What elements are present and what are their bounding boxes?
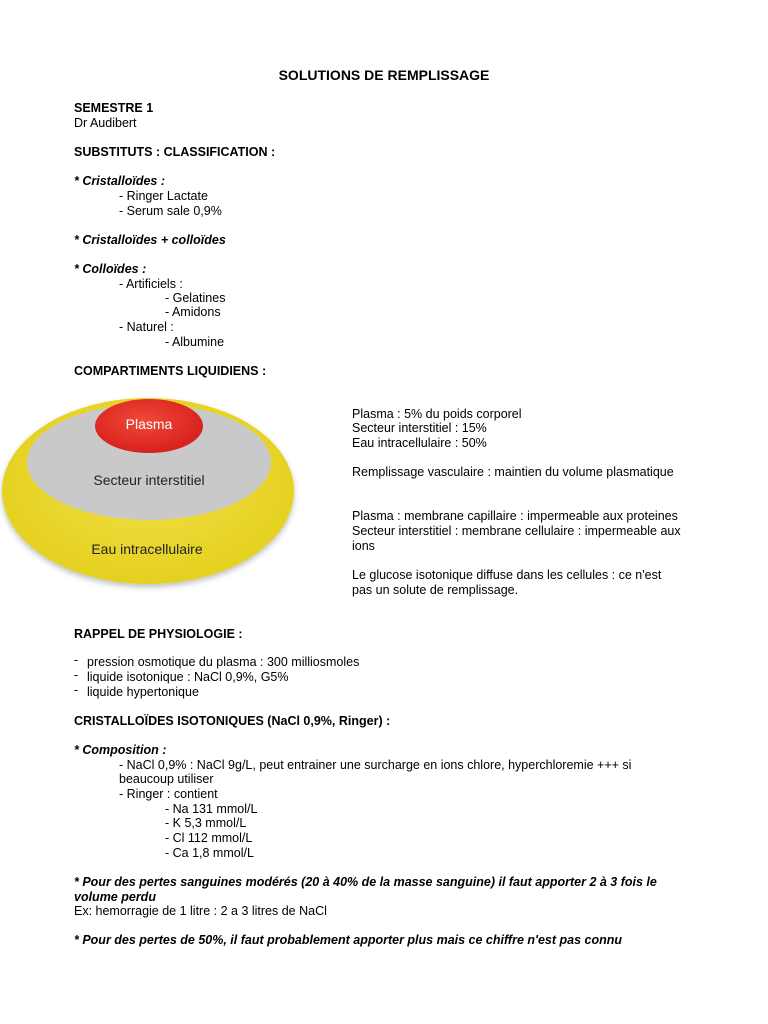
- note-line: Secteur interstitiel : membrane cellulaire : impermeable aux: [352, 524, 681, 538]
- list-item: pression osmotique du plasma : 300 milliosmoles: [87, 655, 360, 669]
- composition-label: * Composition :: [74, 743, 167, 757]
- list-item: - Ca 1,8 mmol/L: [165, 846, 254, 860]
- compartments-diagram: [0, 393, 300, 593]
- list-item: - Na 131 mmol/L: [165, 802, 258, 816]
- cristalloides-colloides-label: * Cristalloïdes + colloïdes: [74, 233, 226, 247]
- nacl-line: - NaCl 0,9% : NaCl 9g/L, peut entrainer une surcharge en ions chlore, hyperchloremie +++ si: [119, 758, 632, 772]
- naturel-label: - Naturel :: [119, 320, 174, 334]
- semester-label: SEMESTRE 1: [74, 101, 154, 115]
- list-item: liquide isotonique : NaCl 0,9%, G5%: [87, 670, 289, 684]
- note-line: Eau intracellulaire : 50%: [352, 436, 487, 450]
- note-line: Plasma : membrane capillaire : impermeable aux proteines: [352, 509, 678, 523]
- colloides-label: * Colloïdes :: [74, 262, 147, 276]
- bullet-dash: -: [74, 683, 79, 697]
- example-line: Ex: hemorragie de 1 litre : 2 a 3 litres de NaCl: [74, 904, 327, 918]
- pertes-note: volume perdu: [74, 890, 156, 904]
- classification-heading: SUBSTITUTS : CLASSIFICATION :: [74, 145, 276, 159]
- page-title: SOLUTIONS DE REMPLISSAGE: [278, 67, 490, 83]
- cristalloides-label: * Cristalloïdes :: [74, 174, 165, 188]
- list-item: - Cl 112 mmol/L: [165, 831, 253, 845]
- list-item: - Gelatines: [165, 291, 226, 305]
- interstitial-label: Secteur interstitiel: [93, 472, 205, 488]
- note-line: Le glucose isotonique diffuse dans les cellules : ce n'est: [352, 568, 662, 582]
- artificiels-label: - Artificiels :: [119, 277, 183, 291]
- list-item: - Albumine: [165, 335, 225, 349]
- nacl-line: beaucoup utiliser: [119, 772, 214, 786]
- author-name: Dr Audibert: [74, 116, 137, 130]
- list-item: - Ringer Lactate: [119, 189, 208, 203]
- note-line: Plasma : 5% du poids corporel: [352, 407, 522, 421]
- note-line: Secteur interstitiel : 15%: [352, 421, 487, 435]
- intracellular-label: Eau intracellulaire: [91, 541, 203, 557]
- bullet-dash: -: [74, 668, 79, 682]
- note-line: pas un solute de remplissage.: [352, 583, 519, 597]
- pertes-note: * Pour des pertes sanguines modérés (20 à 40% de la masse sanguine) il faut apporter 2 à 3 fois le: [74, 875, 657, 889]
- compartments-heading: COMPARTIMENTS LIQUIDIENS :: [74, 364, 267, 378]
- note-line: ions: [352, 539, 375, 553]
- pertes-note: * Pour des pertes de 50%, il faut probablement apporter plus mais ce chiffre n'est pas connu: [74, 933, 623, 947]
- physiology-heading: RAPPEL DE PHYSIOLOGIE :: [74, 627, 243, 641]
- list-item: liquide hypertonique: [87, 685, 199, 699]
- plasma-label: Plasma: [125, 416, 173, 432]
- bullet-dash: -: [74, 653, 79, 667]
- list-item: - K 5,3 mmol/L: [165, 816, 247, 830]
- ringer-label: - Ringer : contient: [119, 787, 218, 801]
- list-item: - Amidons: [165, 305, 221, 319]
- list-item: - Serum sale 0,9%: [119, 204, 222, 218]
- isotoniques-heading: CRISTALLOÏDES ISOTONIQUES (NaCl 0,9%, Ringer) :: [74, 714, 391, 728]
- note-line: Remplissage vasculaire : maintien du volume plasmatique: [352, 465, 674, 479]
